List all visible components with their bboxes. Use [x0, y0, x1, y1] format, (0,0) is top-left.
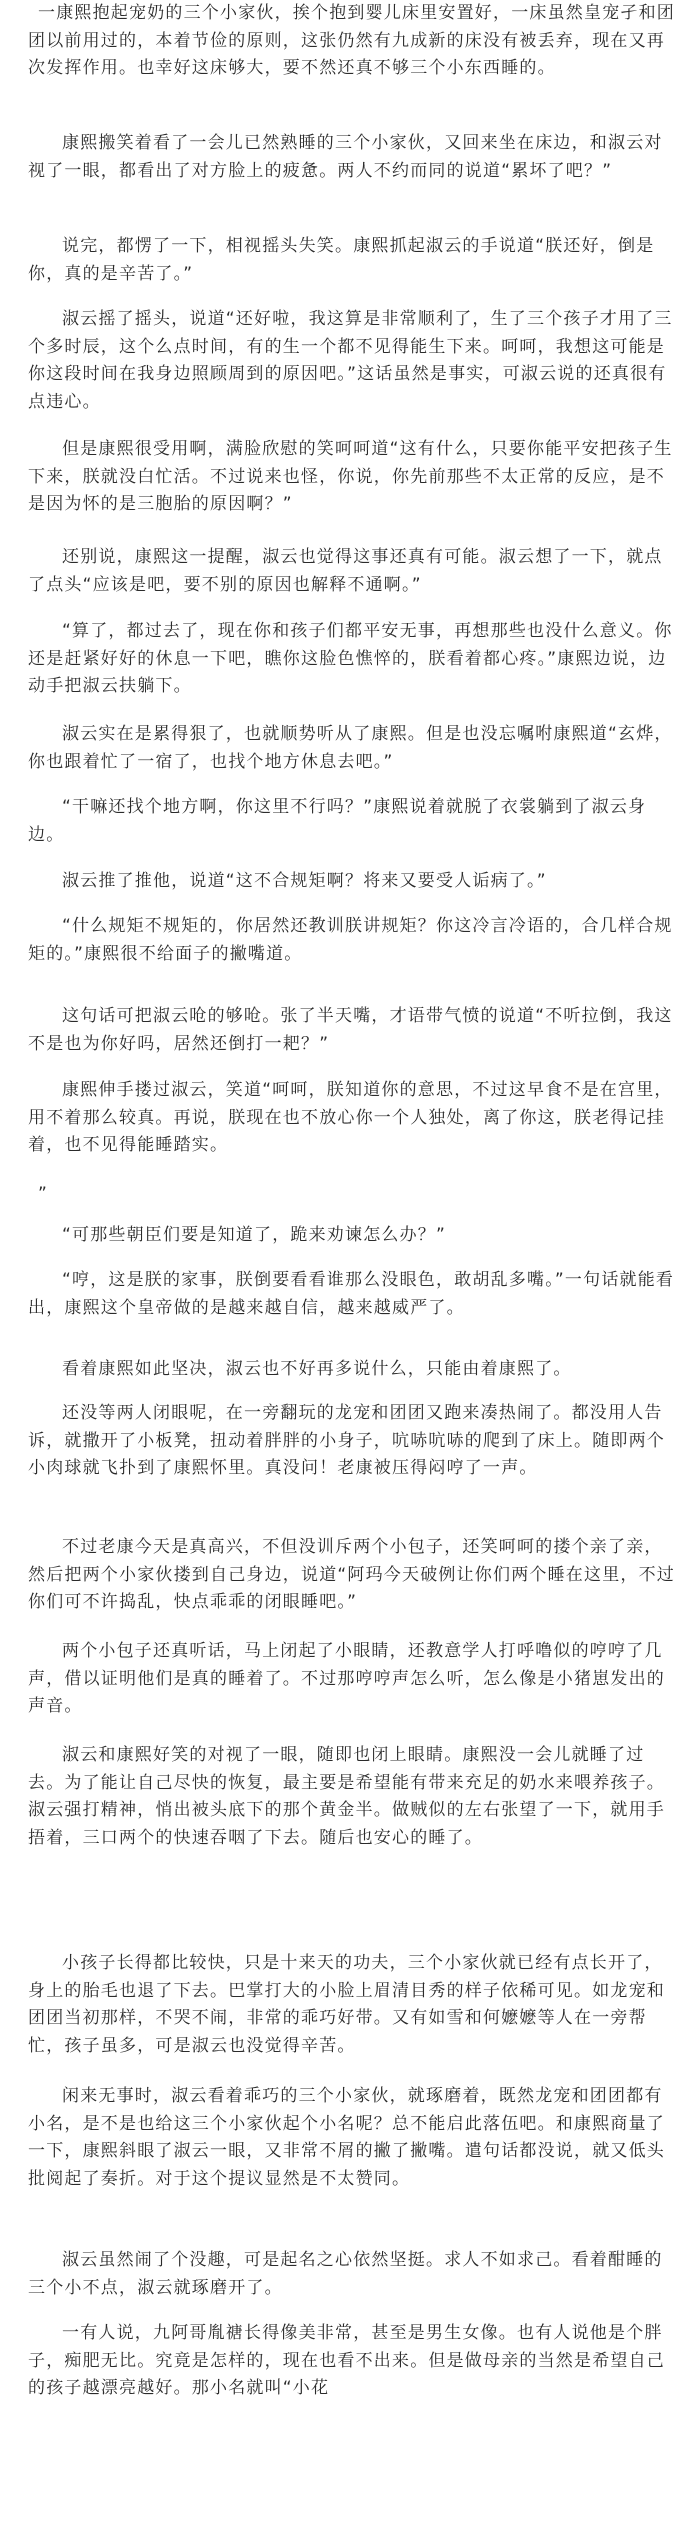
- paragraph-13: 康熙伸手搂过淑云，笑道“呵呵，朕知道你的意思，不过这早食不是在宫里，用不着那么较真。再说，朕现在也不放心你一个人独处，离了你这，朕老得记挂着，也不见得能睡踏实。: [28, 1080, 673, 1155]
- paragraph-12: 这句话可把淑云呛的够呛。张了半天嘴，才语带气愤的说道“不听拉倒，我这不是也为你好吗，居然还倒打一耙？”: [28, 1006, 673, 1054]
- paragraph-17: 看着康熙如此坚决，淑云也不好再多说什么，只能由着康熙了。: [62, 1359, 572, 1379]
- paragraph-10: 淑云推了推他，说道“这不合规矩啊？将来又要受人诟病了。”: [62, 871, 547, 891]
- paragraph-14: ”: [38, 1184, 49, 1204]
- paragraph-15: “可那些朝臣们要是知道了，跪来劝谏怎么办？”: [62, 1225, 447, 1245]
- paragraph-24: 闲来无事时，淑云看着乖巧的三个小家伙，就琢磨着，既然龙宠和团团都有小名，是不是也给这三个小家伙起个小名呢？总不能启此落伍吧。和康熙商量了一下，康熙斜眼了淑云一眼，又非常不屑的撇了撇嘴。遣句话都没说，就又低头批阅起了奏折。对于这个提议显然是不太赞同。: [28, 2086, 665, 2189]
- paragraph-25: 淑云虽然闹了个没趣，可是起名之心依然坚挺。求人不如求己。看着酣睡的三个小不点，淑云就琢磨开了。: [28, 2250, 663, 2298]
- paragraph-8: 淑云实在是累得狠了，也就顺势听从了康熙。但是也没忘嘱咐康熙道“玄烨，你也跟着忙了一宿了，也找个地方休息去吧。”: [28, 724, 673, 772]
- paragraph-11: “什么规矩不规矩的，你居然还教训朕讲规矩？你这冷言冷语的，合几样合规矩的。”康熙很不给面子的撇嘴道。: [28, 916, 673, 964]
- paragraph-19: 不过老康今天是真高兴，不但没训斥两个小包子，还笑呵呵的搂个亲了亲，然后把两个小家伙搂到自己身边，说道“阿玛今天破例让你们两个睡在这里，不过你们可不许捣乱，快点乖乖的闭眼睡吧。”: [28, 1537, 676, 1612]
- paragraph-23: 小孩子长得都比较快，只是十来天的功夫，三个小家伙就已经有点长开了，身上的胎毛也退了下去。巴掌打大的小脸上眉清目秀的样子依稀可见。如龙宠和团团当初那样，不哭不闹，非常的乖巧好带。又有如雪和何嬷嬷等人在一旁帮忙，孩子虽多，可是淑云也没觉得辛苦。: [28, 1953, 665, 2056]
- paragraph-2: 康熙搬笑着看了一会儿已然熟睡的三个小家伙，又回来坐在床边，和淑云对视了一眼，都看出了对方脸上的疲惫。两人不约而同的说道“累坏了吧？”: [28, 133, 663, 181]
- paragraph-3: 说完，都愣了一下，相视摇头失笑。康熙抓起淑云的手说道“朕还好，倒是你，真的是辛苦了。”: [28, 236, 655, 284]
- paragraph-6: 还别说，康熙这一提醒，淑云也觉得这事还真有可能。淑云想了一下，就点了点头“应该是吧，要不别的原因也解释不通啊。”: [28, 547, 663, 595]
- paragraph-7: “算了，都过去了，现在你和孩子们都平安无事，再想那些也没什么意义。你还是赶紧好好的休息一下吧，瞧你这脸色憔悴的，朕看着都心疼。”康熙边说，边动手把淑云扶躺下。: [28, 621, 673, 696]
- paragraph-5: 但是康熙很受用啊，满脸欣慰的笑呵呵道“这有什么，只要你能平安把孩子生下来，朕就没白忙活。不过说来也怪，你说，你先前那些不太正常的反应，是不是因为怀的是三胞胎的原因啊？”: [28, 439, 673, 514]
- paragraph-9: “干嘛还找个地方啊，你这里不行吗？”康熙说着就脱了衣裳躺到了淑云身边。: [28, 797, 647, 845]
- paragraph-4: 淑云摇了摇头，说道“还好啦，我这算是非常顺利了，生了三个孩子才用了三个多时辰，这个么点时间，有的生一个都不见得能生下来。呵呵，我想这可能是你这段时间在我身边照顾周到的原因吧。”这话虽然是事实，可淑云说的还真很有点违心。: [28, 309, 673, 412]
- paragraph-21: 淑云和康熙好笑的对视了一眼，随即也闭上眼睛。康熙没一会儿就睡了过去。为了能让自己尽快的恢复，最主要是希望能有带来充足的奶水来喂养孩子。淑云强打精神，悄出被头底下的那个黄金半。做贼似的左右张望了一下，就用手捂着，三口两个的快速吞咽了下去。随后也安心的睡了。: [28, 1745, 665, 1848]
- paragraph-18: 还没等两人闭眼呢，在一旁翻玩的龙宠和团团又跑来凑热闹了。都没用人告诉，就撒开了小板凳，扭动着胖胖的小身子，吭哧吭哧的爬到了床上。随即两个小肉球就飞扑到了康熙怀里。真没问！老康被压得闷哼了一声。: [28, 1403, 665, 1478]
- paragraph-26: 一有人说，九阿哥胤禟长得像美非常，甚至是男生女像。也有人说他是个胖子，痴肥无比。究竟是怎样的，现在也看不出来。但是做母亲的当然是希望自己的孩子越漂亮越好。那小名就叫“小花: [28, 2323, 665, 2398]
- paragraph-20: 两个小包子还真听话，马上闭起了小眼睛，还教意学人打呼噜似的哼哼了几声，借以证明他们是真的睡着了。不过那哼哼声怎么听，怎么像是小猪崽发出的声音。: [28, 1641, 665, 1716]
- paragraph-16: “哼，这是朕的家事，朕倒要看看谁那么没眼色，敢胡乱多嘴。”一句话就能看出，康熙这个皇帝做的是越来越自信，越来越威严了。: [28, 1270, 675, 1318]
- paragraph-1: 一康熙抱起宠奶的三个小家伙，挨个抱到婴儿床里安置好，一床虽然皇宠孑和团团以前用过的，本着节俭的原则，这张仍然有九成新的床没有被丢弃，现在又再次发挥作用。也幸好这床够大，要不然还真不够三个小东西睡的。: [28, 3, 675, 78]
